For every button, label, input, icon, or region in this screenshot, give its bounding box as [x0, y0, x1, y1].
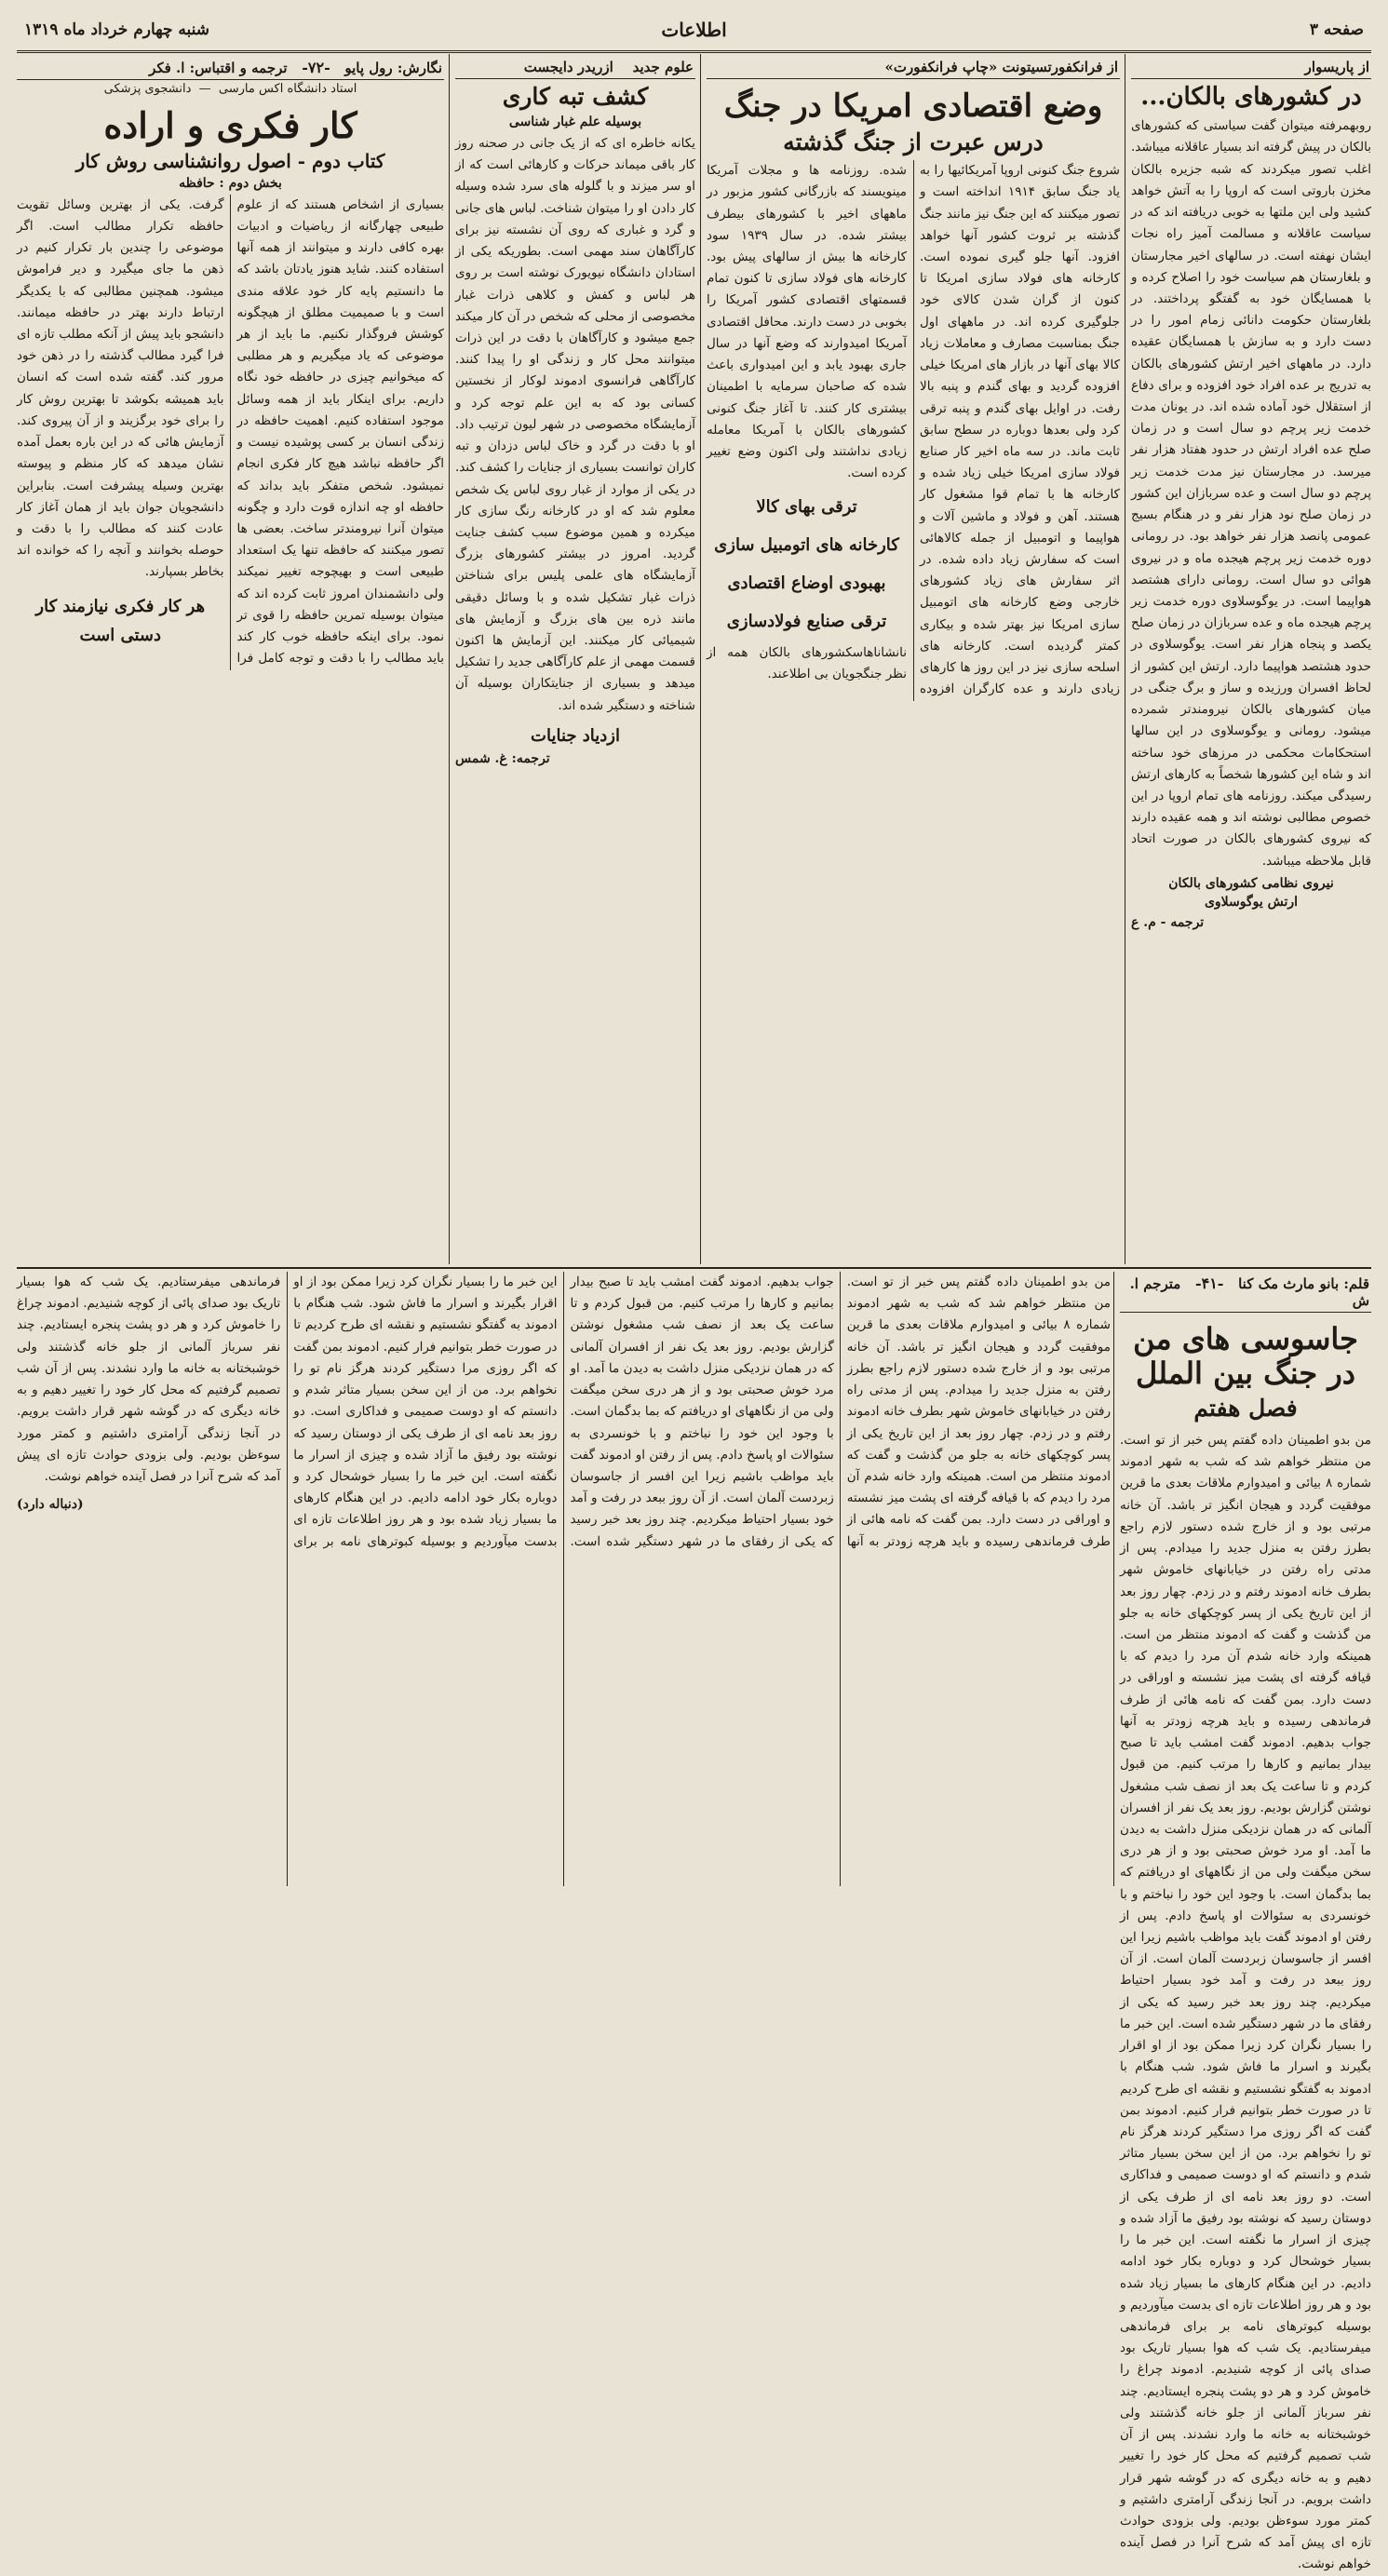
- america-subhead-1: ترقی بهای کالا: [756, 497, 857, 518]
- america-kicker: از فرانکفورتسیتونت «چاپ فرانکفورت»: [707, 56, 1120, 79]
- psych-text: بسیاری از اشخاص هستند که از علوم طبیعی چهارگانه از ریاضیات و ادبیات بهره کافی دارند و میتوانند از همه آنها استفاده کنند. شاید هنوز یادتان باشد که ما دانستیم پایه کار خود علاقه مندی است و با صمیمیت مطلق از هیچگونه کوشش فروگذار نکنیم. ما باید از هر موضوعی که یاد میگیریم و هر مطلبی که میخوانیم چیزی در حافظه خود نگاه داریم. برای اینکار باید از همه وسائل موجود استفاده کنیم. اهمیت حافظه در زندگی انسان بر کسی پوشیده نیست و اگر حافظه نباشد هیچ کار فکری انجام نمیشود. شخص متفکر باید بداند که حافظه او چه اندازه قوت دارد و چگونه میتوان آنرا نیرومندتر ساخت. بعضی ها تصور میکنند که حافظه تنها یک استعداد طبیعی است و بهیچوجه تغییر نمیکند ولی دانشمندان امروز ثابت کرده اند که میتوان بوسیله تمرین حافظه را قوی تر نمود. برای اینکه حافظه خوب کار کند باید مطالب را با دقت و توجه کامل فرا گرفت. یکی از بهترین وسائل تقویت حافظه تکرار مطالب است. اگر موضوعی را چندین بار تکرار کنیم در ذهن ما جای میگیرد و دیر فراموش میشود. همچنین مطالبی که با یکدیگر ارتباط دارند بهتر در حافظه میمانند. دانشجو باید پیش از آنکه مطلب تازه ای فرا گیرد مطالب گذشته را در ذهن خود مرور کند. گفته شده است که انسان باید همیشه بکوشد تا بهترین روش کار را برای خود برگزیند و از آن پیروی کند. آزمایش هائی که در این باره بعمل آمده نشان میدهد که کار منظم و پیوسته بهترین وسیله پیشرفت است. بنابراین دانشجویان جوان باید از همان آغاز کار عادت کنند که مطالب را با دقت و حوصله بخوانند و آنچه را که خوانده اند بخاطر بسپارند.: [17, 196, 444, 667]
- spy-continued: (دنباله دارد): [17, 1497, 84, 1513]
- page-number: صفحه ۳: [1309, 20, 1364, 39]
- america-subhead-2: بهبودی اوضاع اقتصادی: [727, 573, 886, 594]
- america-article: [707, 56, 1120, 1262]
- america-subhead-4: کارخانه های اتومبیل سازی: [714, 535, 899, 556]
- issue-date: شنبه چهارم خرداد ماه ۱۳۱۹: [24, 20, 210, 39]
- section-rule: [17, 1267, 1371, 1269]
- dust-article: [455, 56, 695, 1262]
- america-title: وضع اقتصادی امریکا در جنگ: [723, 88, 1103, 125]
- spy-lead-column: [1120, 1430, 1371, 2572]
- psych-kicker: [17, 56, 444, 80]
- psych-credentials: استاد دانشگاه اکس مارسی — دانشجوی پزشکی: [103, 82, 357, 96]
- dust-kicker-source: ازریدر دایجست: [523, 59, 613, 75]
- column-rule: [449, 54, 450, 1264]
- psych-quote: هر کار فکری نیازمند کار دستی است: [35, 596, 206, 645]
- dust-title: کشف تبه کاری: [502, 83, 649, 110]
- psych-serial: -۷۲-: [302, 59, 330, 76]
- psych-body: [17, 195, 444, 670]
- dust-body: یکانه خاطره ای که از یک جانی در صحنه روز کار باقی میماند حرکات و کارهائی است که از او سر میزند و با گلوله های سرد شده وسیله کار دادن او را میتوان شناخت. لباس های جانی و گرد و غباری که روی آن نشسته نیز برای کارآگاهان سند مهمی است. بطوریکه یکی از استادان دانشگاه نیویورک نوشته است بر روی هر لباس و کفش و کلاهی ذرات غبار مخصوصی از محلی که شخص در آن کار میکند جمع میشود و کارآگاهان با دقت در این ذرات میتوانند محل کار و زندگی او را پیدا کنند. کارآگاهی فرانسوی ادموند لوکار از نخستین کسانی بود که به این علم توجه کرد و آزمایشگاه مخصوصی در شهر لیون ترتیب داد. او با دقت در گرد و خاک لباس دزدان و تبه کاران توانست بسیاری از جنایات را کشف کند. در یکی از موارد از غبار روی لباس یک شخص معلوم شد که او در کارخانه رنگ سازی کار میکرده و همین موضوع سبب کشف جنایت گردید. امروز در بیشتر کشورهای بزرگ آزمایشگاه های علمی پلیس برای شناختن ذرات غبار تشکیل شده و با وسائل دقیقی مانند ذره بین های بزرگ و آزمایش های شیمیائی کار میکنند. این آزمایش ها اکنون قسمت مهمی از علم کارآگاهی جدید را تشکیل میدهد و بسیاری از جنایتکاران بوسیله آن شناخته و دستگیر شده اند.: [455, 136, 695, 713]
- spy-author: قلم: بانو مارث مک کنا: [1238, 1275, 1369, 1292]
- newspaper-name: اطلاعات: [661, 19, 727, 41]
- psych-subtitle: کتاب دوم - اصول روانشناسی روش کار: [75, 149, 385, 172]
- masthead: [17, 13, 1371, 53]
- spy-article: [17, 1272, 1371, 2572]
- spy-chapter: فصل هفتم: [1193, 1394, 1298, 1422]
- column-rule: [700, 54, 701, 1264]
- america-note: نانشاناهاسکشورهای بالکان همه از نظر جنگجویان بی اطلاعند.: [707, 645, 907, 682]
- psych-author: نگارش: رول پایو: [344, 60, 442, 76]
- america-subhead-3: ترقی صنایع فولادسازی: [726, 612, 887, 632]
- spy-lead-text: من بدو اطمینان داده گفتم پس خبر از تو است. من منتظر خواهم شد که شب به شهر ادموند شماره ۸ بیائی و امیدوارم ملاقات بعدی ما قرین موفقیت گردد و هیجان انگیز تر باشد. آن خانه مرتبی بود و از خارج شده دستور لازم راجع بطرز رفتن به منزل جدید را میدادم. پس از مدتی راه رفتن در خیابانهای خاموش شهر بطرف خانه ادموند رفتم و در زدم. چهار روز بعد از این تاریخ یکی از پسر کوچکهای خانه به جلو من گذشت و گفت که ادموند منتظر من است. همینکه وارد خانه شدم آن مرد را دیدم که با قیافه گرفته ای پشت میز نشسته و اوراقی در دست دارد. بمن گفت که نامه هائی از طرف فرماندهی رسیده و باید هرچه زودتر به آنها جواب بدهیم. ادموند گفت امشب باید تا صبح بیدار بمانیم و کارها را مرتب کنیم. من قبول کردم و تا ساعت یک بعد از نصف شب مشغول نوشتن گزارش بودیم. روز بعد یک نفر از افسران آلمانی که در همان نزدیکی منزل داشت به دیدن ما آمد. او مرد خوش صحبتی بود و از هر دری سخن میگفت ولی من از نگاههای او دریافتم که بما بدگمان است. با وجود این خود را نباختم و با خونسردی به سئوالات او پاسخ دادم. پس از رفتن او ادموند گفت باید مواظب باشیم زیرا این افسر از جاسوسان زبردست آلمان است. از آن روز ببعد در رفت و آمد خود بسیار احتیاط میکردیم. چند روز بعد خبر رسید که یکی از رفقای ما در شهر دستگیر شده است. این خبر ما را بسیار نگران کرد زیرا ممکن بود از او اقرار بگیرند و اسرار ما فاش شود. شب هنگام با ادموند به گفتگو نشستیم و نقشه ای طرح کردیم تا در صورت خطر بتوانیم فرار کنیم. ادموند بمن گفت که اگر روزی مرا دستگیر کردند هرگز نام تو را نخواهم برد. من از این سخن بسیار متاثر شدم و دانستم که او دوست صمیمی و فداکاری است. دو روز بعد نامه ای از طرف یکی از دوستان رسید که نوشته بود رفیق ما آزاد شده و چیزی از اسرار ما نگفته است. این خبر ما را بسیار خوشحال کرد و دوباره بکار خود ادامه دادیم. در این هنگام کارهای ما بسیار زیاد شده بود و هر روز اطلاعات تازه ای بدست میآوردیم و بوسیله کبوترهای نامه بر برای فرماندهی میفرستادیم. یک شب که هوا بسیار تاریک بود صدای پائی از کوچه شنیدیم. ادموند چراغ را خاموش کرد و هر دو پشت پنجره ایستادیم. چند نفر سرباز آلمانی از جلو خانه گذشتند ولی خوشبختانه به خانه ما وارد نشدند. پس از آن شب تصمیم گرفتیم که محل کار خود را تغییر دهیم و به خانه دیگری که در گوشه شهر قرار داشت برویم. در آنجا زندگی آرامتری داشتیم و کمتر مورد سوءظن بودیم. ولی بزودی حوادث تازه ای پیش آمد که شرح آنرا در فصل آینده خواهم نوشت.: [1120, 1433, 1371, 2572]
- balkan-body: روبهمرفته میتوان گفت سیاستی که کشورهای بالکان در پیش گرفته اند بسیار عاقلانه میباشد. اغلب تصور میکردند که شبه جزیره بالکان مخزن باروتی است که اروپا را به آتش خواهد کشید ولی این ملتها به خوبی دریافته اند که در سیاست عاقلانه و مسالمت آمیز راه نجات ایشان نهفته است. در سالهای اخیر مجارستان و بلغارستان هم سیاست خود را اصلاح کرده و با همسایگان خود به گفتگو پرداختند. در بلغارستان حکومت دانائی زمام امور را در دست دارد و به سازش با همسایگان عقیده دارد. در ماههای اخیر ارتش کشورهای بالکان به تدریج بر عده افراد خود افزوده و برای دفاع از استقلال خود آماده شده اند. در یونان مدت خدمت زیر پرچم دو سال است و در زمان صلح عده افراد ارتش در حدود هفتاد هزار نفر میرسد. در مجارستان نیز مدت خدمت زیر پرچم دو سال است و عده سربازان این کشور در زمان صلح نود هزار نفر و در هنگام بسیج عمومی پانصد هزار نفر خواهد بود. در رومانی دوره خدمت زیر پرچم هیجده ماه و در نیروی هوائی دو سال است. رومانی دارای هشتصد هواپیما است. در یوگوسلاوی دوره خدمت زیر پرچم هیجده ماه و عده سربازان در زمان صلح یکصد و پنجاه هزار نفر است. یوگوسلاوی در حدود هشتصد هواپیما دارد. ارتش این کشور از لحاظ افسران ورزیده و ساز و برگ جنگی در میان کشورهای بالکان نیرومندتر شمرده میشود. رومانی و یوگوسلاوی در این سالها استحکامات محکمی در مرزهای خود ساخته اند و شاه این کشورها شخصاً به کارهای ارتش رسیدگی میکند. روزنامه های تمام اروپا در این خصوص مطالبی نوشته اند و همه عقیده دارند که نیروی کشورهای بالکان در صورت اتحاد قابل ملاحظه میباشد.: [1131, 118, 1371, 869]
- newspaper-page: [17, 13, 1371, 2572]
- column-rule: [1113, 1272, 1114, 1886]
- psych-translator-title: دانشجوی پزشکی: [103, 82, 192, 96]
- balkan-title: در کشورهای بالکان...: [1140, 83, 1362, 111]
- spy-serial: -۴۱-: [1194, 1275, 1224, 1292]
- america-body: [707, 160, 1120, 700]
- america-subtitle: درس عبرت از جنگ گذشته: [783, 128, 1044, 156]
- balkan-subhead-2: ارتش یوگوسلاوی: [1204, 894, 1299, 910]
- psych-article: [17, 56, 444, 1262]
- spy-body: [17, 1272, 1111, 1886]
- dust-signoff: ترجمه: غ. شمس: [455, 750, 550, 766]
- balkan-subhead-1: نیروی نظامی کشورهای بالکان: [1168, 875, 1334, 891]
- america-text: شروع جنگ کنونی اروپا آمریکائیها را به یاد جنگ سابق ۱۹۱۴ انداخته است و تصور میکنند که این جنگ نیز مانند جنگ گذشته بر ثروت کشور آنها خواهد افزود. آنها جلو گیری نموده است. کارخانه های فولاد سازی امریکا تا کنون از گران شدن کالای خود جلوگیری کرده اند. در ماههای اول جنگ بمناسبت مصارف و معاملات زیاد کالا بهای آنها در بازار های امریکا خیلی افزوده گردید و بهای گندم و پنبه بالا رفت. در اوایل بهای گندم و پنبه ترقی کرد ولی بعدها دوباره در سطح سابق ثابت ماند. در سه ماه اخیر کار صنایع فولاد سازی امریکا خیلی زیاد شده و کارخانه ها با تمام قوا مشغول کار هستند. آهن و فولاد و ماشین آلات و هواپیما و اتومبیل از جمله کالاهائی است که سفارش زیاد داده شده. در اثر سفارش های زیاد کشورهای خارجی وضع کارخانه های اتومبیل سازی امریکا نیز بهتر شده و بیکاری کمتر گردیده است. کارخانه های اسلحه سازی نیز در این روز ها کارهای زیادی دارند و عده کارگران افزوده شده. روزنامه ها و مجلات آمریکا مینویسند که بازرگانی کشور مزبور در ماههای اخیر با کشورهای بیطرف بیشتر شده. در سال ۱۹۳۹ سود کارخانه ها بیش از سالهای پیش بود. کارخانه های فولاد سازی تا کنون تمام قسمتهای اقتصادی کشور آمریکا را بخوبی در دست دارند. محافل اقتصادی آمریکا امیدوارند که وضع آنها در سال جاری بهبود یابد و این امیدواری باعث شده که صاحبان سرمایه با اطمینان بیشتری کار کنند. تا آغاز جنگ کنونی کشورهای بالکان با آمریکا معامله زیادی نداشتند ولی اکنون وضع تغییر کرده است.: [707, 163, 1120, 697]
- dust-subtitle: بوسیله علم غبار شناسی: [508, 115, 642, 129]
- spy-kicker: [1120, 1272, 1371, 1313]
- balkan-signoff: ترجمه - م. ع: [1131, 914, 1205, 930]
- psych-section: بخش دوم : حافظه: [179, 175, 282, 191]
- spy-header: [1120, 1272, 1371, 1426]
- spy-text: من بدو اطمینان داده گفتم پس خبر از تو است. من منتظر خواهم شد که شب به شهر ادموند شماره ۸ بیائی و امیدوارم ملاقات بعدی ما قرین موفقیت گردد و هیجان انگیز تر باشد. آن خانه مرتبی بود و از خارج شده دستور لازم راجع بطرز رفتن به منزل جدید را میدادم. پس از مدتی راه رفتن در خیابانهای خاموش شهر بطرف خانه ادموند رفتم و در زدم. چهار روز بعد از این تاریخ یکی از پسر کوچکهای خانه به جلو من گذشت و گفت که ادموند منتظر من است. همینکه وارد خانه شدم آن مرد را دیدم که با قیافه گرفته ای پشت میز نشسته و اوراقی در دست دارد. بمن گفت که نامه هائی از طرف فرماندهی رسیده و باید هرچه زودتر به آنها جواب بدهیم. ادموند گفت امشب باید تا صبح بیدار بمانیم و کارها را مرتب کنیم. من قبول کردم و تا ساعت یک بعد از نصف شب مشغول نوشتن گزارش بودیم. روز بعد یک نفر از افسران آلمانی که در همان نزدیکی منزل داشت به دیدن ما آمد. او مرد خوش صحبتی بود و از هر دری سخن میگفت ولی من از نگاههای او دریافتم که بما بدگمان است. با وجود این خود را نباختم و با خونسردی به سئوالات او پاسخ دادم. پس از رفتن او ادموند گفت باید مواظب باشیم زیرا این افسر از جاسوسان زبردست آلمان است. از آن روز ببعد در رفت و آمد خود بسیار احتیاط میکردیم. چند روز بعد خبر رسید که یکی از رفقای ما در شهر دستگیر شده است. این خبر ما را بسیار نگران کرد زیرا ممکن بود از او اقرار بگیرند و اسرار ما فاش شود. شب هنگام با ادموند به گفتگو نشستیم و نقشه ای طرح کردیم تا در صورت خطر بتوانیم فرار کنیم. ادموند بمن گفت که اگر روزی مرا دستگیر کردند هرگز نام تو را نخواهم برد. من از این سخن بسیار متاثر شدم و دانستم که او دوست صمیمی و فداکاری است. دو روز بعد نامه ای از طرف یکی از دوستان رسید که نوشته بود رفیق ما آزاد شده و چیزی از اسرار ما نگفته است. این خبر ما را بسیار خوشحال کرد و دوباره بکار خود ادامه دادیم. در این هنگام کارهای ما بسیار زیاد شده بود و هر روز اطلاعات تازه ای بدست میآوردیم و بوسیله کبوترهای نامه بر برای فرماندهی میفرستادیم. یک شب که هوا بسیار تاریک بود صدای پائی از کوچه شنیدیم. ادموند چراغ را خاموش کرد و هر دو پشت پنجره ایستادیم. چند نفر سرباز آلمانی از جلو خانه گذشتند ولی خوشبختانه به خانه ما وارد نشدند. پس از آن شب تصمیم گرفتیم که محل کار خود را تغییر دهیم و به خانه دیگری که در گوشه شهر قرار داشت برویم. در آنجا زندگی آرامتری داشتیم و کمتر مورد سوءظن بودیم. ولی بزودی حوادث تازه ای پیش آمد که شرح آنرا در فصل آینده خواهم نوشت.: [17, 1275, 1111, 1549]
- spy-translator: مترجم ا. ش: [1129, 1275, 1369, 1309]
- spy-title: جاسوسی های من در جنگ بین الملل: [1133, 1321, 1358, 1391]
- psych-author-title: استاد دانشگاه اکس مارسی: [218, 82, 357, 96]
- dust-kicker: [455, 56, 695, 79]
- psych-title: کار فکری و اراده: [103, 104, 357, 146]
- dust-kicker-section: علوم جدید: [632, 59, 694, 75]
- psych-translator: ترجمه و اقتباس: ا. فکر: [149, 60, 288, 76]
- balkan-article: [1131, 56, 1371, 1262]
- balkan-kicker: از پاریسوار: [1131, 56, 1371, 79]
- dust-subhead: ازدیاد جنایات: [531, 725, 620, 746]
